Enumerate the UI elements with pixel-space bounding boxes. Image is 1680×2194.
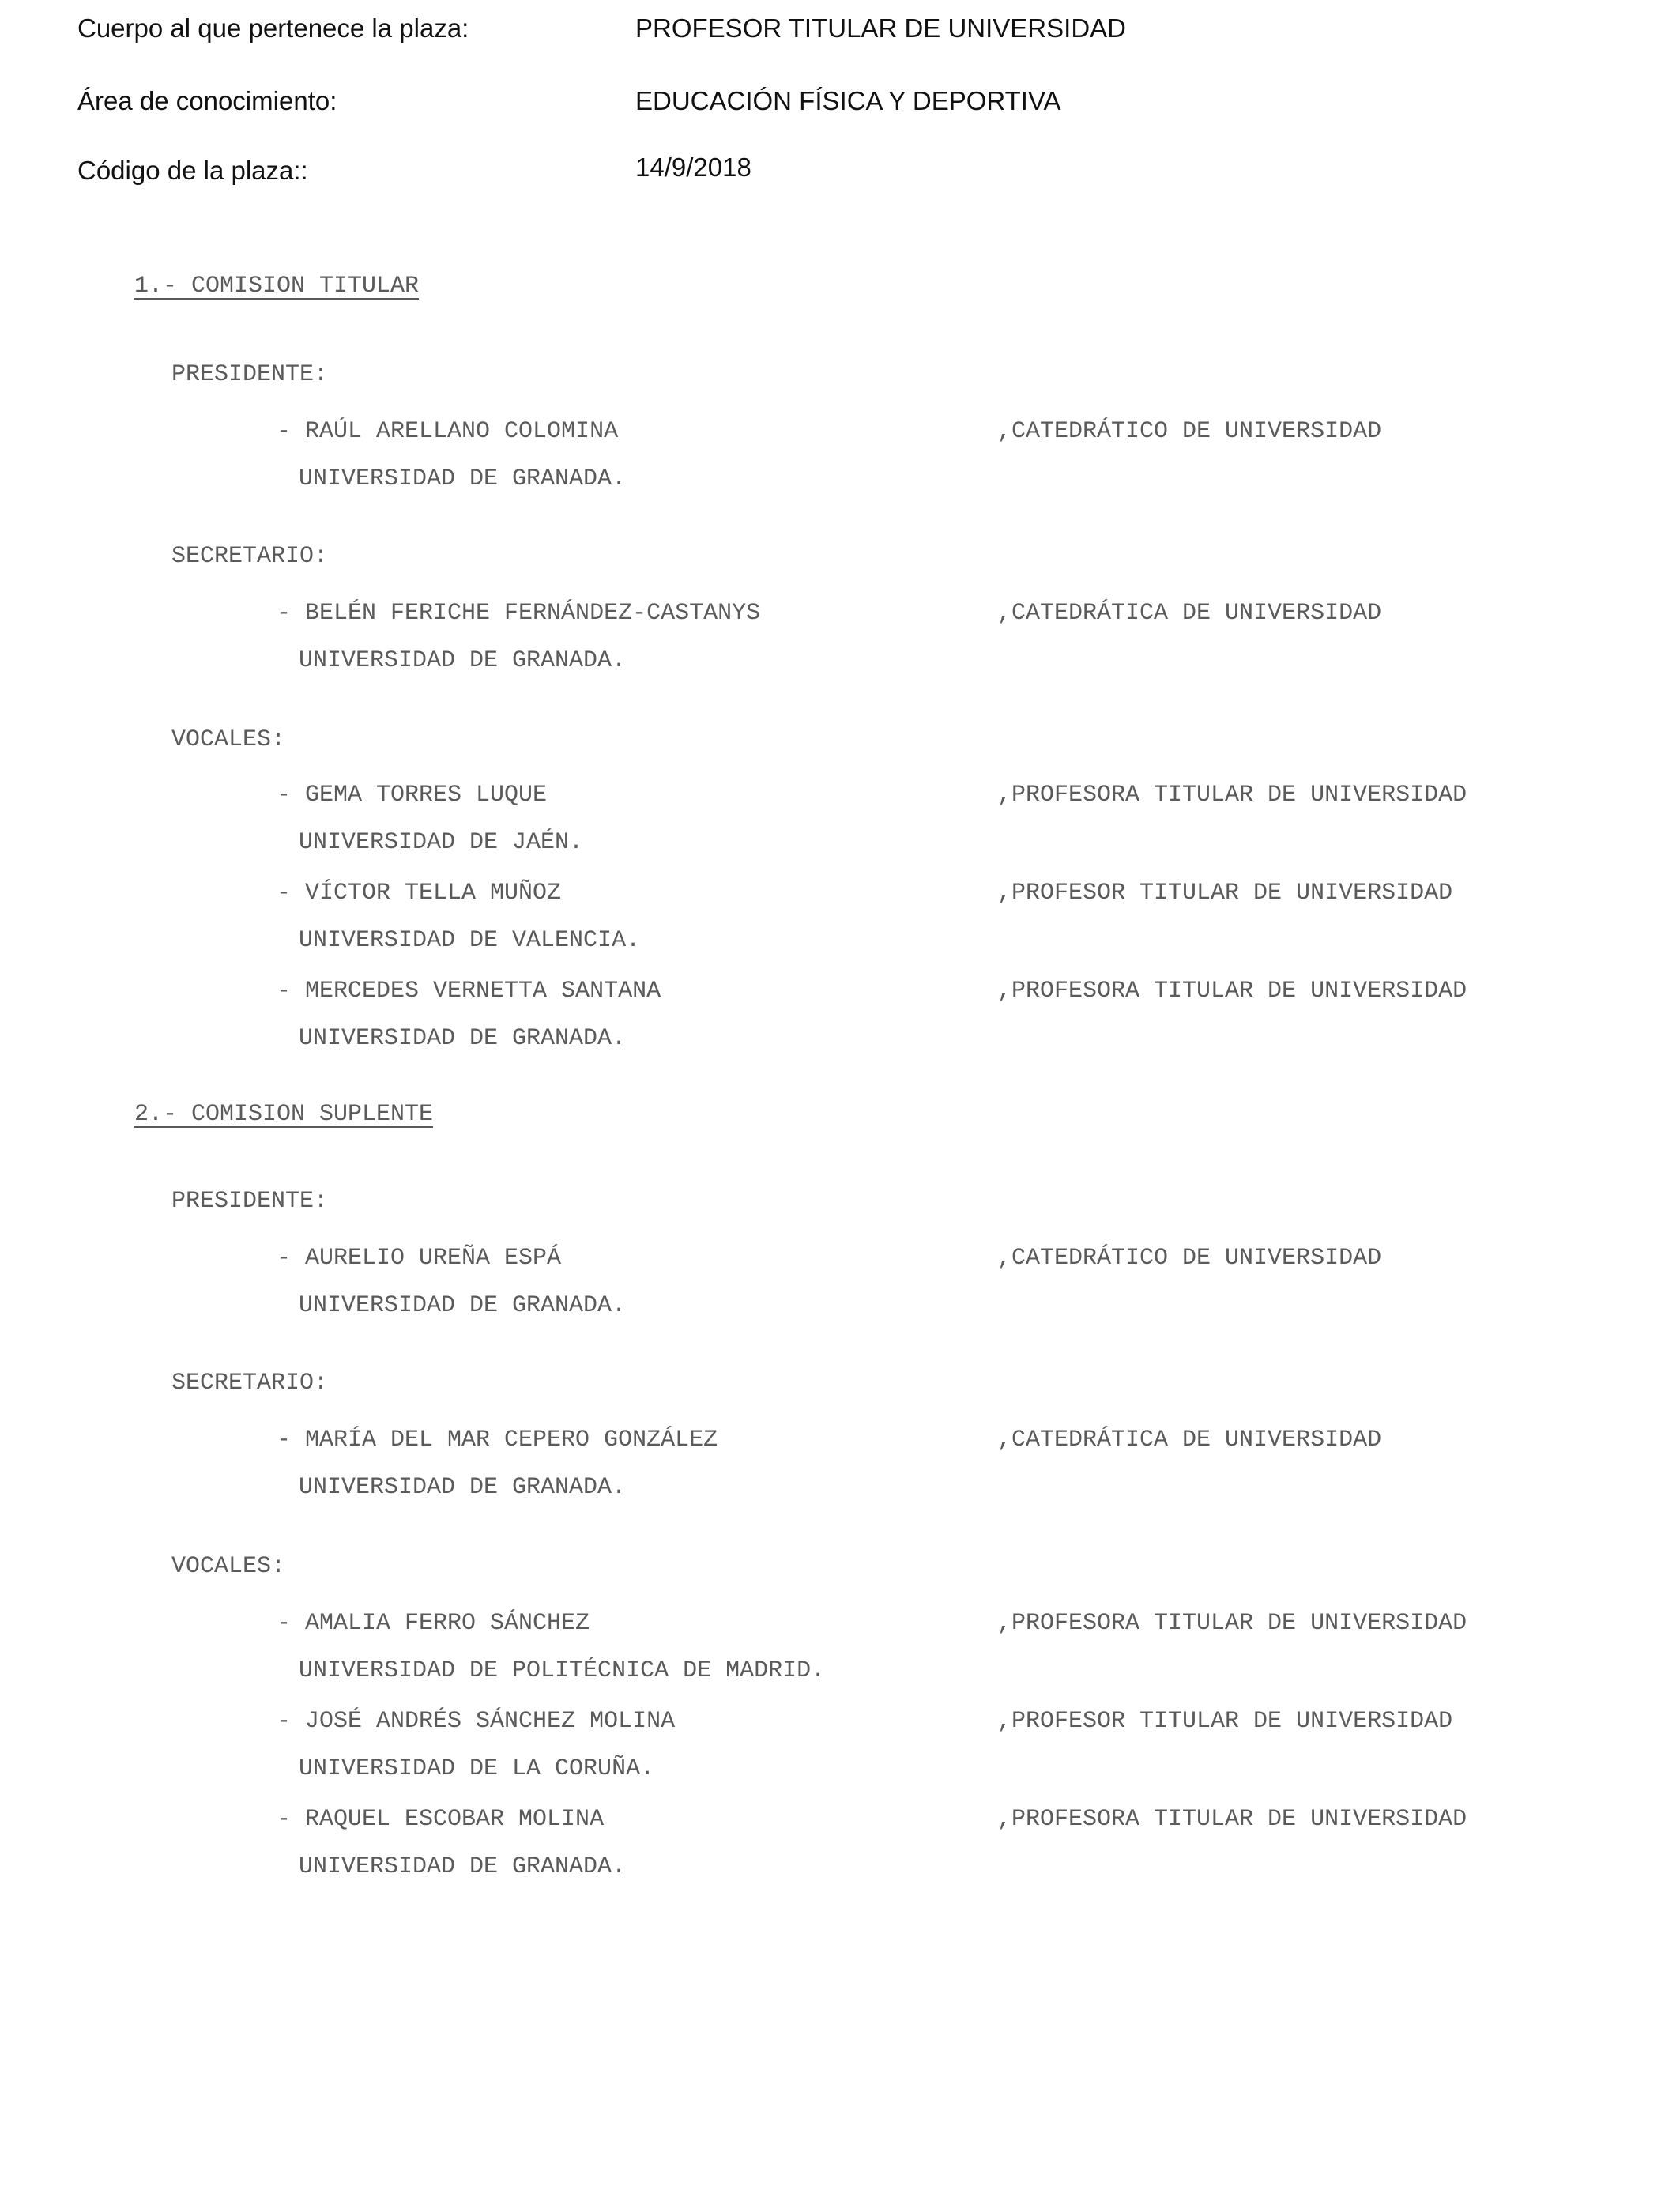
suplente-vocal-position: ,PROFESORA TITULAR DE UNIVERSIDAD <box>997 1806 1467 1833</box>
titular-secretario-name: - BELÉN FERICHE FERNÁNDEZ-CASTANYS <box>277 600 761 627</box>
suplente-vocal-name: - AMALIA FERRO SÁNCHEZ <box>277 1610 590 1637</box>
suplente-presidente-position: ,CATEDRÁTICO DE UNIVERSIDAD <box>997 1245 1382 1272</box>
suplente-presidente-label: PRESIDENTE: <box>171 1188 329 1215</box>
codigo-value: 14/9/2018 <box>635 153 751 182</box>
titular-presidente-name: - RAÚL ARELLANO COLOMINA <box>277 418 619 445</box>
suplente-secretario-label: SECRETARIO: <box>171 1370 329 1397</box>
suplente-vocal-name: - RAQUEL ESCOBAR MOLINA <box>277 1806 605 1833</box>
suplente-presidente-name: - AURELIO UREÑA ESPÁ <box>277 1245 562 1272</box>
suplente-vocal-position: ,PROFESORA TITULAR DE UNIVERSIDAD <box>997 1610 1467 1637</box>
codigo-label: Código de la plaza:: <box>77 156 308 185</box>
titular-vocal-university: UNIVERSIDAD DE JAÉN. <box>299 829 584 856</box>
section-title-titular: 1.- COMISION TITULAR <box>134 273 420 300</box>
titular-presidente-position: ,CATEDRÁTICO DE UNIVERSIDAD <box>997 418 1382 445</box>
cuerpo-value: PROFESOR TITULAR DE UNIVERSIDAD <box>635 13 1126 43</box>
suplente-vocal-position: ,PROFESOR TITULAR DE UNIVERSIDAD <box>997 1708 1453 1735</box>
titular-secretario-label: SECRETARIO: <box>171 543 329 570</box>
titular-vocal-name: - MERCEDES VERNETTA SANTANA <box>277 978 661 1005</box>
titular-secretario-position: ,CATEDRÁTICA DE UNIVERSIDAD <box>997 600 1382 627</box>
suplente-vocal-university: UNIVERSIDAD DE GRANADA. <box>299 1853 627 1880</box>
titular-presidente-university: UNIVERSIDAD DE GRANADA. <box>299 466 627 492</box>
suplente-vocal-university: UNIVERSIDAD DE LA CORUÑA. <box>299 1755 655 1782</box>
suplente-vocal-name: - JOSÉ ANDRÉS SÁNCHEZ MOLINA <box>277 1708 676 1735</box>
suplente-vocal-university: UNIVERSIDAD DE POLITÉCNICA DE MADRID. <box>299 1657 826 1684</box>
suplente-secretario-university: UNIVERSIDAD DE GRANADA. <box>299 1474 627 1501</box>
area-label: Área de conocimiento: <box>77 86 337 115</box>
titular-secretario-university: UNIVERSIDAD DE GRANADA. <box>299 647 627 674</box>
titular-vocal-university: UNIVERSIDAD DE VALENCIA. <box>299 927 641 954</box>
suplente-secretario-position: ,CATEDRÁTICA DE UNIVERSIDAD <box>997 1427 1382 1453</box>
titular-vocales-label: VOCALES: <box>171 726 286 753</box>
titular-vocal-name: - GEMA TORRES LUQUE <box>277 782 548 809</box>
titular-vocal-position: ,PROFESORA TITULAR DE UNIVERSIDAD <box>997 978 1467 1005</box>
suplente-vocales-label: VOCALES: <box>171 1553 286 1580</box>
section-title-suplente: 2.- COMISION SUPLENTE <box>134 1101 434 1128</box>
titular-vocal-university: UNIVERSIDAD DE GRANADA. <box>299 1025 627 1052</box>
titular-vocal-position: ,PROFESORA TITULAR DE UNIVERSIDAD <box>997 782 1467 809</box>
cuerpo-label: Cuerpo al que pertenece la plaza: <box>77 13 469 43</box>
suplente-secretario-name: - MARÍA DEL MAR CEPERO GONZÁLEZ <box>277 1427 718 1453</box>
titular-presidente-label: PRESIDENTE: <box>171 361 329 388</box>
titular-vocal-name: - VÍCTOR TELLA MUÑOZ <box>277 880 562 907</box>
suplente-presidente-university: UNIVERSIDAD DE GRANADA. <box>299 1292 627 1319</box>
titular-vocal-position: ,PROFESOR TITULAR DE UNIVERSIDAD <box>997 880 1453 907</box>
area-value: EDUCACIÓN FÍSICA Y DEPORTIVA <box>635 86 1061 115</box>
